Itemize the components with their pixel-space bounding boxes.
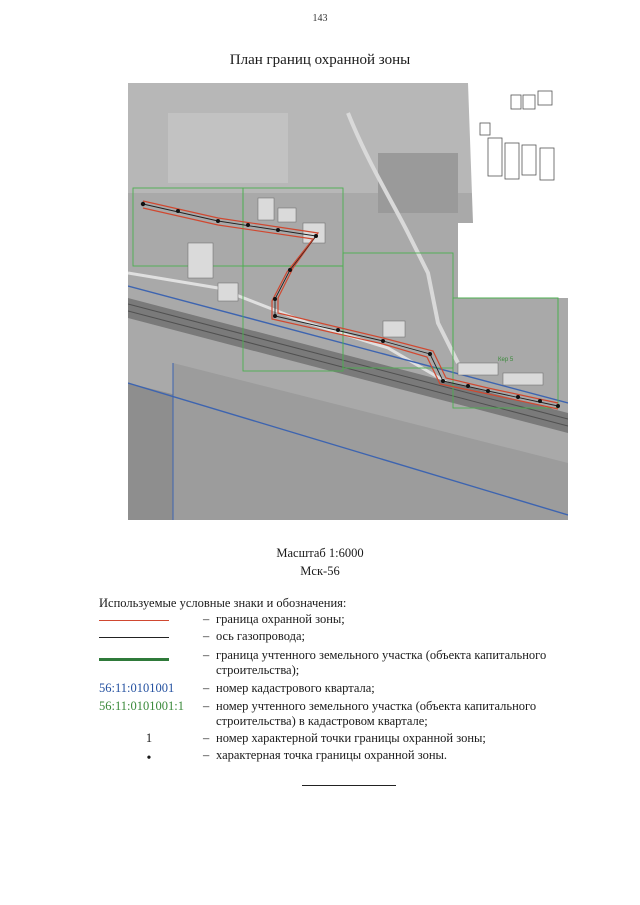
map-svg — [128, 83, 568, 520]
legend-dash: – — [203, 612, 210, 626]
page-number: 143 — [312, 13, 328, 24]
legend-symbol-green-line — [99, 658, 169, 661]
legend-description: характерная точка границы охранной зоны. — [216, 748, 448, 762]
legend-description: номер кадастрового квартала; — [216, 681, 375, 695]
legend-dash: – — [203, 731, 210, 745]
legend-quarter-code: 56:11:0101001 — [99, 681, 175, 695]
legend-description: номер учтенного земельного участка (объекта капитального строительства) в кадастровом квартале; — [216, 699, 537, 728]
map-field-patch — [378, 153, 458, 213]
scale-block — [0, 544, 640, 580]
legend-heading: Используемые условные знаки и обозначения: — [99, 596, 347, 610]
legend-description: номер характерной точки границы охранной зоны; — [216, 731, 486, 745]
legend-point-dot-symbol: • — [146, 751, 152, 766]
legend-description: граница учтенного земельного участка (объекта капитального строительства); — [216, 648, 547, 677]
legend-dash: – — [203, 699, 210, 713]
map-blank-area — [458, 83, 568, 298]
scale-text: Масштаб 1:6000 — [276, 546, 364, 560]
page-title: План границ охранной зоны — [229, 52, 411, 68]
legend-symbol-red-line — [99, 620, 169, 621]
bottom-rule — [302, 785, 396, 786]
legend-dash: – — [203, 629, 210, 643]
legend-dash: – — [203, 748, 210, 762]
crs-text: Мск-56 — [300, 564, 340, 578]
legend-parcel-code: 56:11:0101001:1 — [99, 699, 184, 713]
legend-point-number-symbol: 1 — [145, 731, 153, 745]
legend-description: граница охранной зоны; — [216, 612, 345, 626]
legend-description: ось газопровода; — [216, 629, 306, 643]
legend-symbol-black-line — [99, 637, 169, 638]
aerial-map — [128, 83, 568, 520]
map-field-patch — [168, 113, 288, 183]
map-parcel-label: Кер 5 — [498, 357, 514, 363]
legend-dash: – — [203, 681, 210, 695]
legend-dash: – — [203, 648, 210, 662]
